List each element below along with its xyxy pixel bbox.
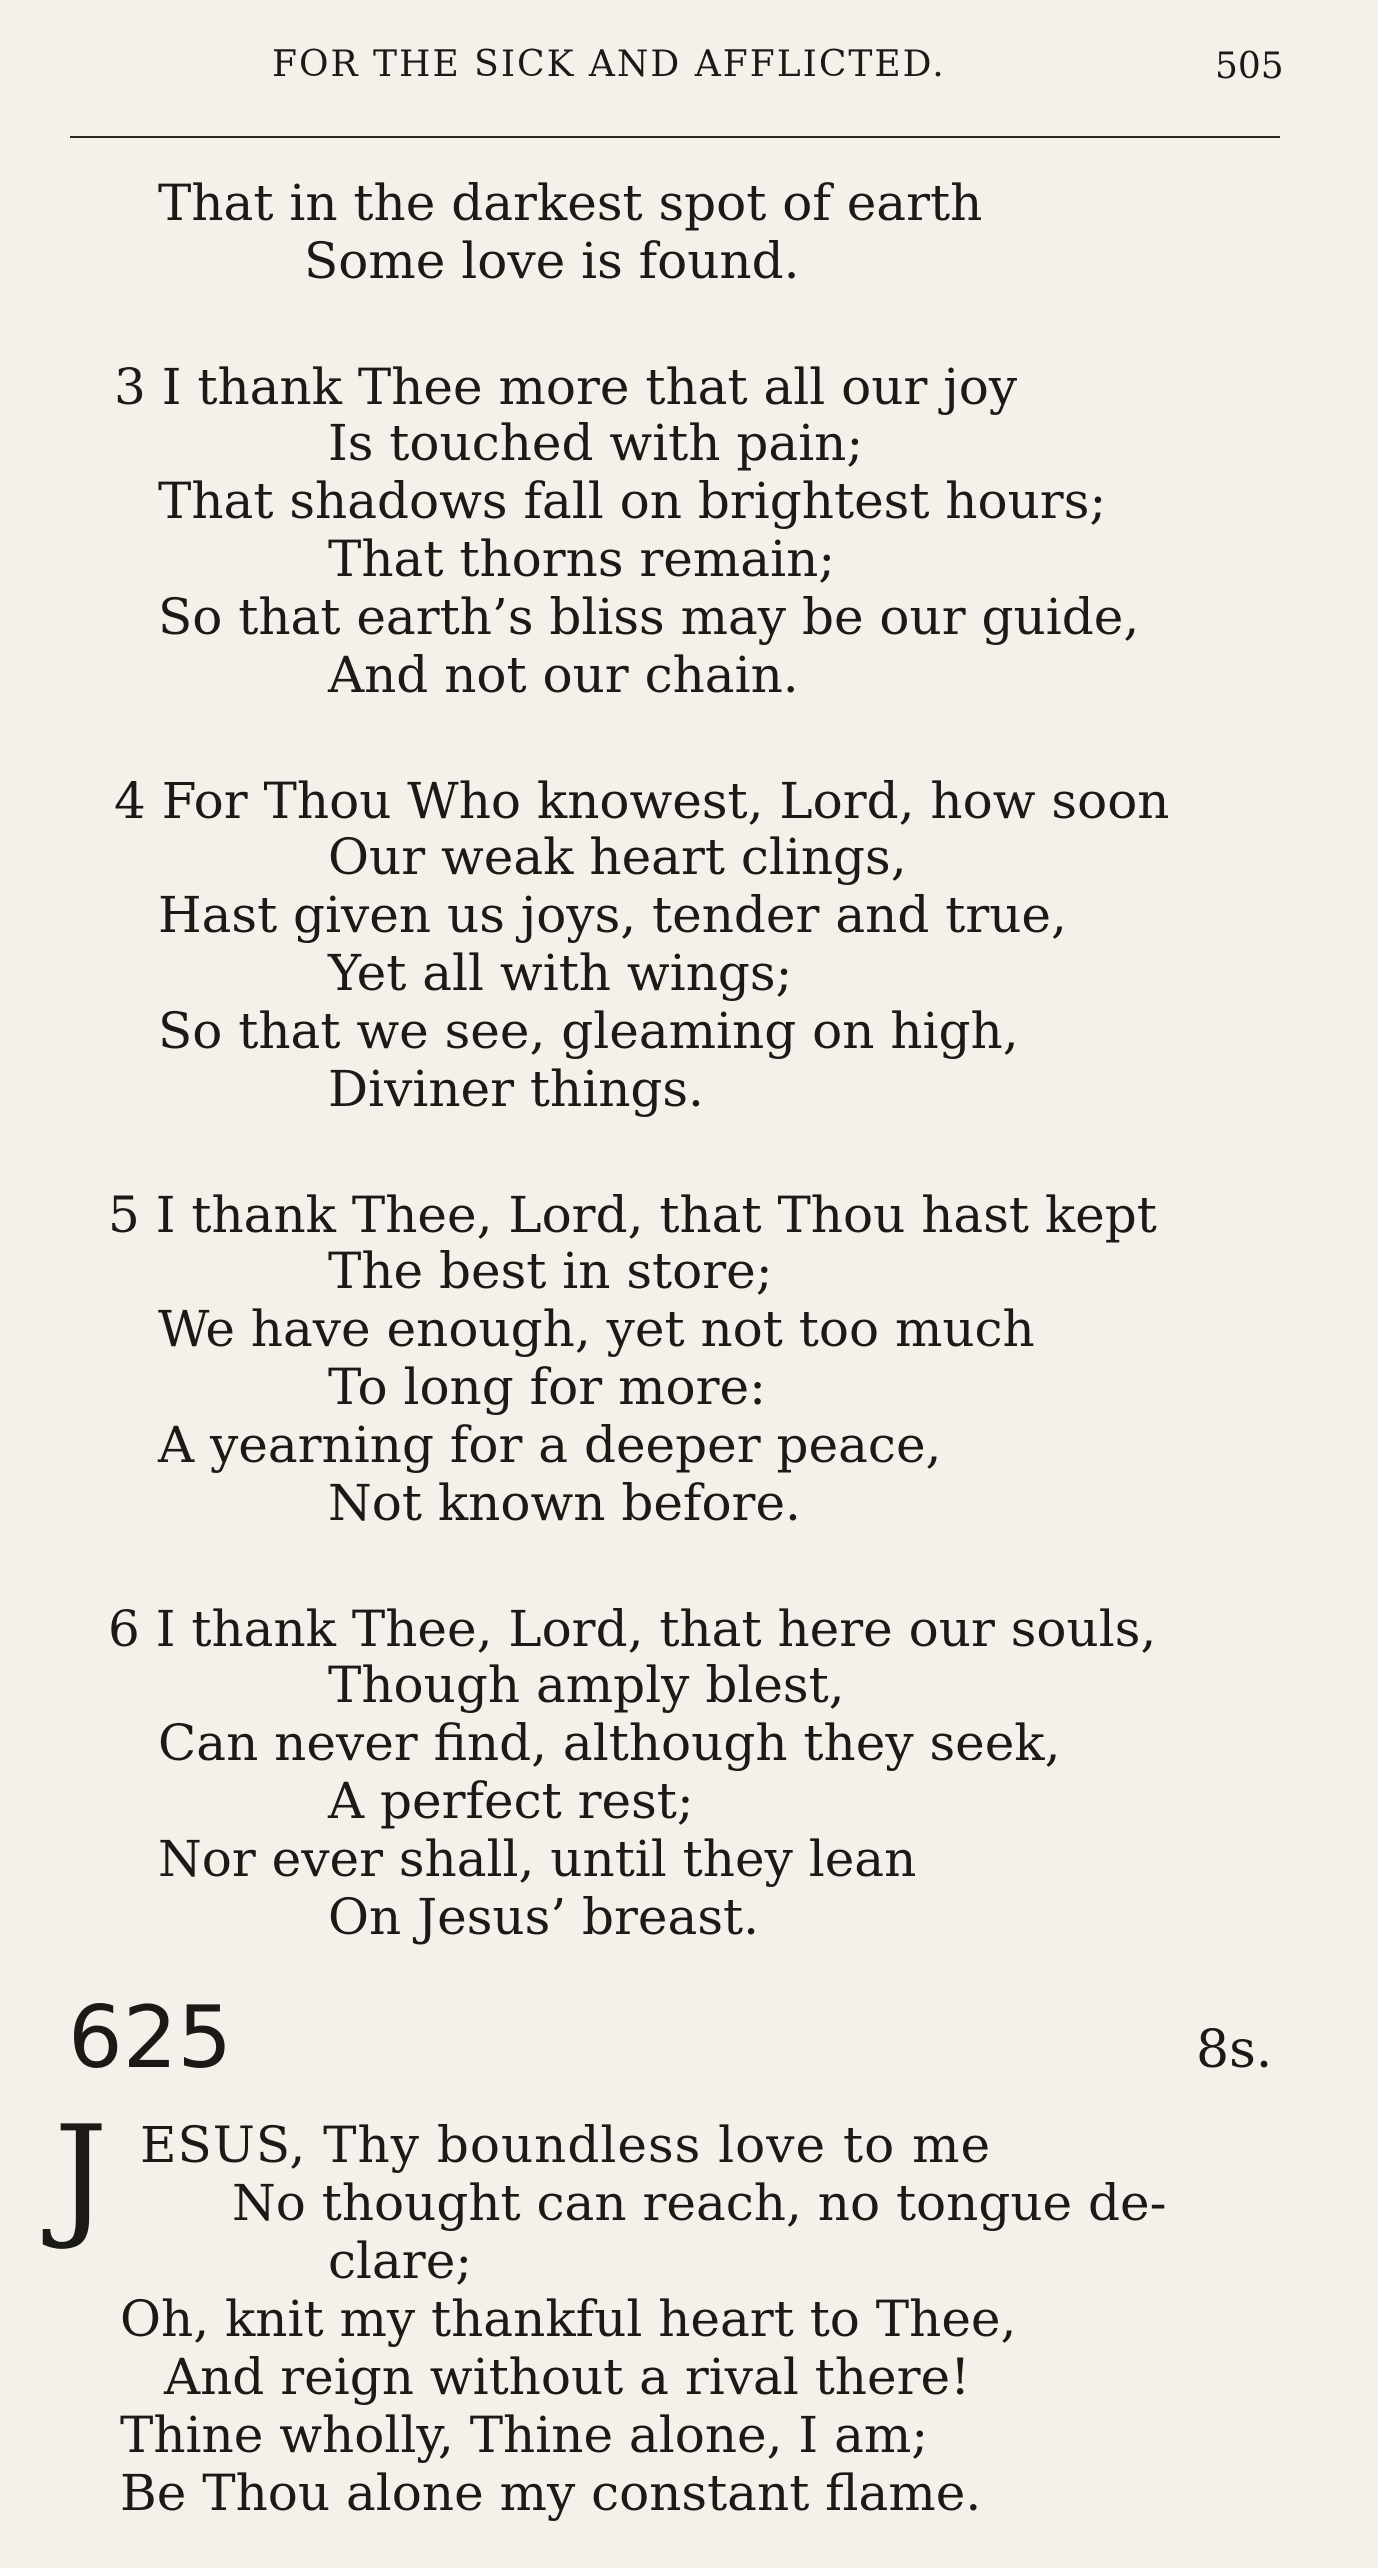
verse-line: Hast given us joys, tender and true, — [158, 886, 1067, 944]
hymn-number: 625 — [68, 1988, 233, 2088]
verse-line: A perfect rest; — [328, 1772, 694, 1830]
verse-line: On Jesus’ breast. — [328, 1888, 759, 1946]
verse-line: That in the darkest spot of earth — [158, 174, 983, 232]
verse-line: And reign without a rival there! — [164, 2348, 971, 2406]
page-number: 505 — [1215, 46, 1284, 87]
drop-cap: J — [54, 2097, 108, 2253]
verse-line: Can never find, although they seek, — [158, 1714, 1061, 1772]
verse-line: So that earth’s bliss may be our guide, — [158, 588, 1140, 646]
hymn-meter: 8s. — [1196, 2020, 1273, 2080]
verse-line: Though amply blest, — [328, 1656, 845, 1714]
verse-line: ESUS, Thy boundless love to me — [140, 2116, 992, 2174]
verse-line: To long for more: — [328, 1358, 766, 1416]
running-head: FOR THE SICK AND AFFLICTED. — [272, 44, 946, 85]
header-rule — [70, 136, 1280, 138]
page-header — [0, 0, 1378, 140]
verse-line: 4 For Thou Who knowest, Lord, how soon — [114, 772, 1170, 830]
verse-line: So that we see, gleaming on high, — [158, 1002, 1019, 1060]
verse-line: Our weak heart clings, — [328, 828, 907, 886]
verse-line: That thorns remain; — [328, 530, 836, 588]
verse-line: We have enough, yet not too much — [158, 1300, 1035, 1358]
verse-line: Be Thou alone my constant flame. — [120, 2464, 982, 2522]
verse-line: Some love is found. — [304, 232, 800, 290]
verse-line: Nor ever shall, until they lean — [158, 1830, 917, 1888]
verse-line: 5 I thank Thee, Lord, that Thou hast kept — [108, 1186, 1157, 1244]
verse-line: The best in store; — [328, 1242, 773, 1300]
verse-line: A yearning for a deeper peace, — [158, 1416, 942, 1474]
verse-line: No thought can reach, no tongue de- — [232, 2174, 1167, 2232]
verse-line: And not our chain. — [328, 646, 799, 704]
verse-line: That shadows fall on brightest hours; — [158, 472, 1107, 530]
verse-line: Yet all with wings; — [328, 944, 793, 1002]
verse-line: Diviner things. — [328, 1060, 704, 1118]
verse-line: 3 I thank Thee more that all our joy — [114, 358, 1018, 416]
verse-line: Is touched with pain; — [328, 414, 864, 472]
verse-line: clare; — [328, 2232, 473, 2290]
verse-line: Thine wholly, Thine alone, I am; — [120, 2406, 929, 2464]
verse-line: Oh, knit my thankful heart to Thee, — [120, 2290, 1017, 2348]
verse-line: Not known before. — [328, 1474, 801, 1532]
verse-line: 6 I thank Thee, Lord, that here our souls, — [108, 1600, 1157, 1658]
